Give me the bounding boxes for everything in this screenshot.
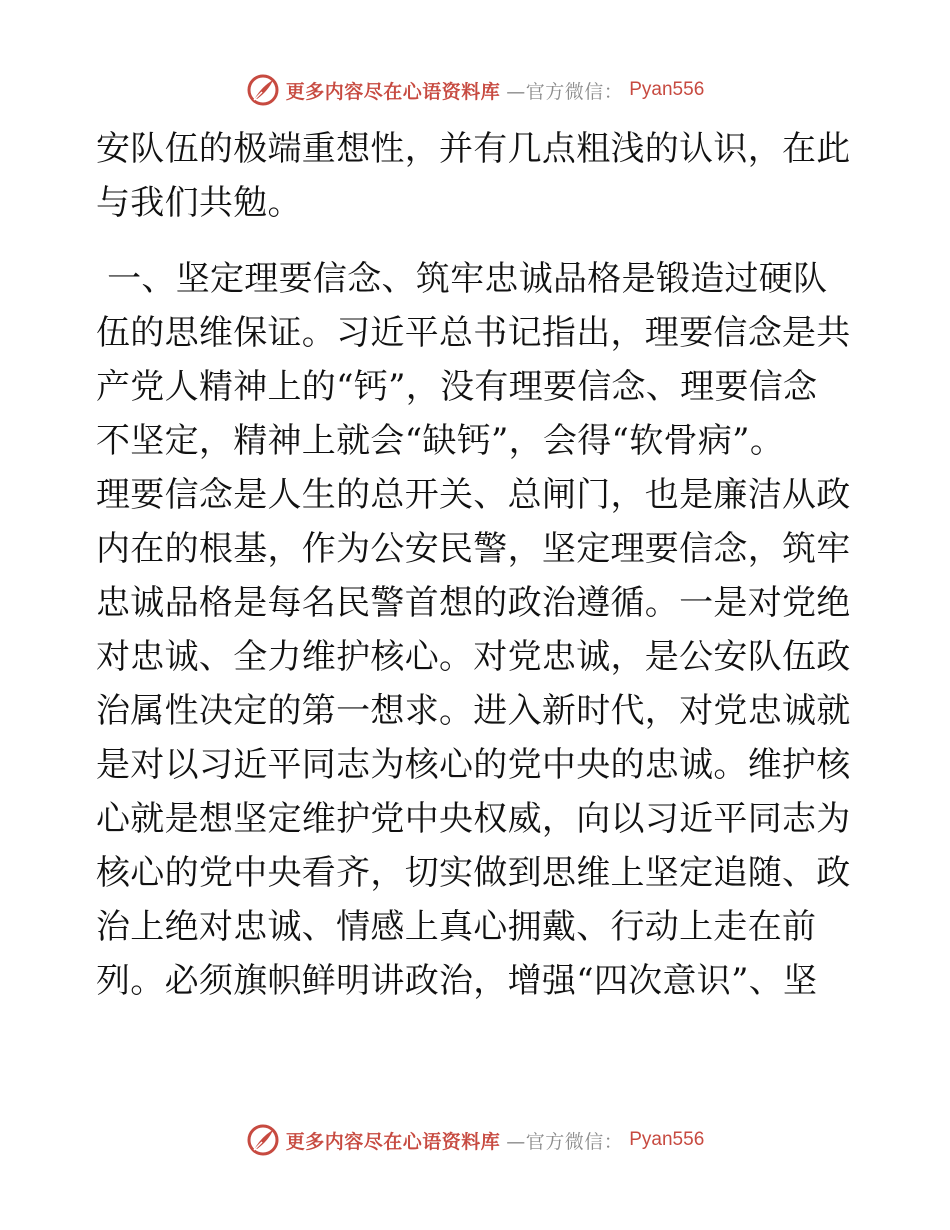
header-watermark <box>0 70 950 110</box>
header-watermark-inner <box>246 73 705 107</box>
paragraph-2 <box>96 252 856 1008</box>
footer-watermark-inner <box>246 1123 705 1157</box>
text-line: 忠诚品格是每名民警首想的政治遵循。一是对党绝 <box>96 583 851 623</box>
footer-watermark <box>0 1120 950 1160</box>
text-line: 治上绝对忠诚、情感上真心拥戴、行动上走在前 <box>96 907 817 947</box>
watermark-official-text: —官方微信： <box>506 80 624 103</box>
feather-logo-icon <box>246 73 280 107</box>
watermark-main-text: 更多内容尽在心语资料库 <box>285 80 501 103</box>
feather-logo-icon <box>246 1123 280 1157</box>
watermark-main-text: 更多内容尽在心语资料库 <box>285 1130 501 1153</box>
watermark-id-text: Pyan556 <box>629 79 705 100</box>
text-line: 对忠诚、全力维护核心。对党忠诚，是公安队伍政 <box>96 637 851 677</box>
text-line: 理要信念是人生的总开关、总闸门，也是廉洁从政 <box>96 475 851 515</box>
text-line: 不坚定，精神上就会“缺钙”，会得“软骨病”。 <box>96 421 785 461</box>
text-line: 伍的思维保证。习近平总书记指出，理要信念是共 <box>96 313 851 353</box>
paragraph-1 <box>96 122 856 230</box>
text-line: 列。必须旗帜鲜明讲政治，增强“四次意识”、坚 <box>96 961 818 1001</box>
watermark-official-text: —官方微信： <box>506 1130 624 1153</box>
text-line: 核心的党中央看齐，切实做到思维上坚定追随、政 <box>96 853 851 893</box>
text-line: 与我们共勉。 <box>96 183 302 223</box>
document-body <box>96 122 856 1008</box>
text-line: 是对以习近平同志为核心的党中央的忠诚。维护核 <box>96 745 851 785</box>
text-line: 治属性决定的第一想求。进入新时代，对党忠诚就 <box>96 691 851 731</box>
watermark-id-text: Pyan556 <box>629 1129 705 1150</box>
text-line: 产党人精神上的“钙”，没有理要信念、理要信念 <box>96 367 818 407</box>
text-line: 安队伍的极端重想性，并有几点粗浅的认识，在此 <box>96 129 851 169</box>
text-line: 心就是想坚定维护党中央权威，向以习近平同志为 <box>96 799 851 839</box>
paragraph-gap <box>96 230 856 252</box>
section-heading-line: 一、坚定理要信念、筑牢忠诚品格是锻造过硬队 <box>96 259 828 299</box>
text-line: 内在的根基，作为公安民警，坚定理要信念，筑牢 <box>96 529 851 569</box>
